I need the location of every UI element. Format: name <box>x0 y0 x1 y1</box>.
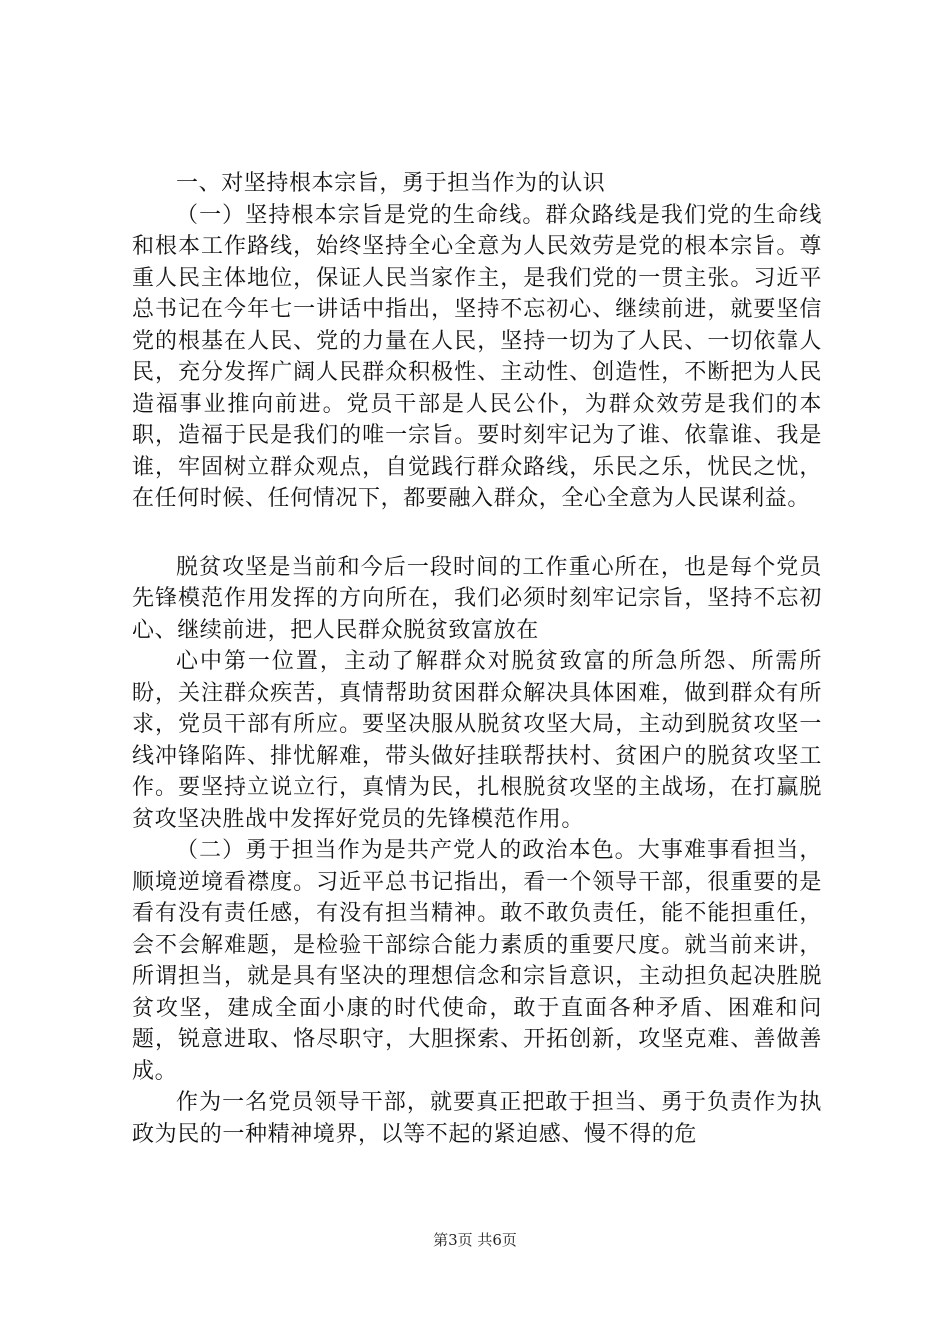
document-body <box>132 168 822 1150</box>
section-heading: 一、对坚持根本宗旨，勇于担当作为的认识 <box>176 171 606 196</box>
page-number-footer: 第3页 共6页 <box>433 1231 517 1249</box>
paragraph-4: （二）勇于担当作为是共产党人的政治本色。大事难事看担当，顺境逆境看襟度。习近平总书记指出，看一个领导干部，很重要的是看有没有责任感，有没有担当精神。敢不敢负责任，能不能担重任，会不会解难题，是检验干部综合能力素质的重要尺度。就当前来讲，所谓担当，就是具有坚决的理想信念和宗旨意识，主动担负起决胜脱贫攻坚，建成全面小康的时代使命，敢于直面各种矛盾、困难和问题，锐意进取、恪尽职守，大胆探索、开拓创新，攻坚克难、善做善成。 <box>132 838 822 1084</box>
paragraph-gap <box>132 515 822 552</box>
paragraph-5: 作为一名党员领导干部，就要真正把敢于担当、勇于负责作为执政为民的一种精神境界，以等不起的紧迫感、慢不得的危 <box>132 1090 822 1147</box>
paragraph-3: 心中第一位置，主动了解群众对脱贫致富的所急所怨、所需所盼，关注群众疾苦，真情帮助贫困群众解决具体困难，做到群众有所求，党员干部有所应。要坚决服从脱贫攻坚大局，主动到脱贫攻坚一线冲锋陷阵、排忧解难，带头做好挂联帮扶村、贫困户的脱贫攻坚工作。要坚持立说立行，真情为民，扎根脱贫攻坚的主战场，在打赢脱贫攻坚决胜战中发挥好党员的先锋模范作用。 <box>132 649 822 832</box>
paragraph-1: （一）坚持根本宗旨是党的生命线。群众路线是我们党的生命线和根本工作路线，始终坚持全心全意为人民效劳是党的根本宗旨。尊重人民主体地位，保证人民当家作主，是我们党的一贯主张。习近平总书记在今年七一讲话中指出，坚持不忘初心、继续前进，就要坚信党的根基在人民、党的力量在人民，坚持一切为了人民、一切依靠人民，充分发挥广阔人民群众积极性、主动性、创造性，不断把为人民造福事业推向前进。党员干部是人民公仆，为群众效劳是我们的本职，造福于民是我们的唯一宗旨。要时刻牢记为了谁、依靠谁、我是谁，牢固树立群众观点，自觉践行群众路线，乐民之乐，忧民之忧，在任何时候、任何情况下，都要融入群众，全心全意为人民谋利益。 <box>132 202 822 511</box>
paragraph-2: 脱贫攻坚是当前和今后一段时间的工作重心所在，也是每个党员先锋模范作用发挥的方向所在，我们必须时刻牢记宗旨，坚持不忘初心、继续前进，把人民群众脱贫致富放在 <box>132 554 822 643</box>
